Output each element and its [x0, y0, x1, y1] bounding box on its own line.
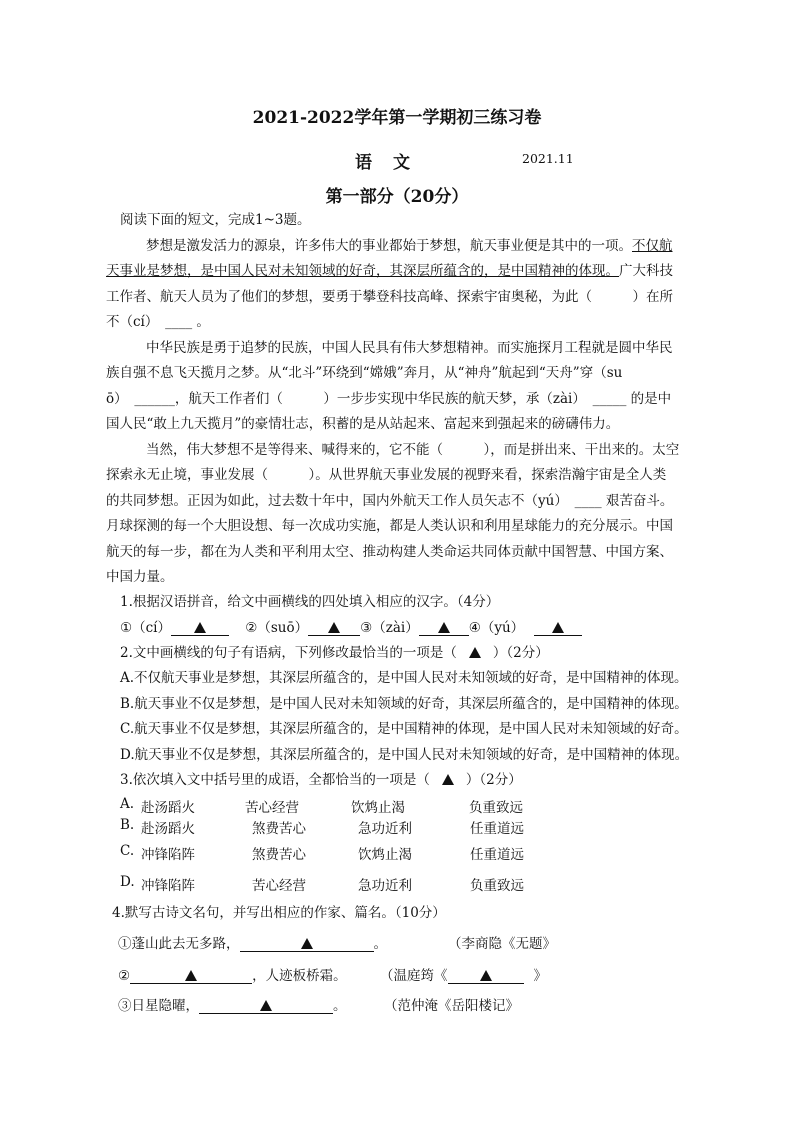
q3-option-word: 负重致远 [469, 800, 523, 816]
q3-option-word: 煞费苦心 [252, 847, 306, 863]
passage-line: 的共同梦想。正因为如此，过去数十年中，国内外航天工作人员矢志不（yú） ____ 艰苦奋斗。 [106, 493, 674, 509]
triangle-icon [552, 622, 564, 633]
poem-source-3: （范仲淹《岳阳楼记》 [384, 998, 519, 1014]
q3-option-word: 负重致远 [470, 878, 524, 894]
exam-title: 2021-2022学年第一学期初三练习卷 [252, 108, 542, 128]
passage-line: 族自强不息飞天揽月之梦。从“北斗”环绕到“嫦娥”奔月，从“神舟”航起到“天舟”穿（su [106, 365, 623, 381]
poem-text: 。 [333, 998, 347, 1014]
q3-option-word: 煞费苦心 [252, 821, 306, 837]
passage-line [146, 236, 673, 256]
q3-option-word: 饮鸩止渴 [358, 847, 412, 863]
poem-line-3 [118, 996, 347, 1016]
triangle-icon [442, 774, 454, 785]
passage-text: 梦想是激发活力的源泉，许多伟大的事业都始于梦想，航天事业便是其中的一项。 [146, 238, 632, 254]
q3-option-a-label: A. [120, 796, 135, 812]
poem-source-2 [380, 966, 547, 986]
q3-option-word: 赴汤蹈火 [141, 800, 195, 816]
option-d: D.航天事业不仅是梦想，其深层所蕴含的，是中国人民对未知领域的好奇，是中国精神的体现。 [120, 747, 689, 763]
passage-line: 工作者、航天人员为了他们的梦想，要勇于攀登科技高峰、探索宇宙奥秘，为此（ ）在所 [106, 289, 673, 305]
passage-line: 不（cí） ____ 。 [106, 314, 210, 330]
exam-date: 2021.11 [522, 151, 574, 166]
answer-blank[interactable] [308, 621, 360, 636]
q3-option-b-label: B. [120, 817, 135, 833]
poem-line-2 [118, 966, 347, 986]
answer-slot[interactable] [430, 770, 466, 790]
passage-line: 中国力量。 [106, 569, 174, 585]
poem-text: ③日星隐曜， [118, 998, 199, 1014]
passage-line: 国人民“敢上九天揽月”的豪情壮志，积蓄的是从站起来、富起来到强起来的磅礴伟力。 [106, 416, 620, 432]
answer-blank[interactable] [448, 969, 524, 984]
part-heading: 第一部分（20分） [325, 187, 469, 207]
stem-text: 2.文中画横线的句子有语病，下列修改最恰当的一项是（ [120, 645, 457, 661]
passage-line [106, 261, 673, 281]
blank-label: ②（suō） [245, 620, 309, 636]
blank-label: ③（zài） [360, 620, 419, 636]
answer-blank[interactable] [419, 621, 469, 636]
underlined-sentence: 天事业是梦想，是中国人民对未知领域的好奇，其深层所蕴含的，是中国精神的体现。 [106, 263, 619, 279]
question-3-stem [120, 770, 522, 790]
answer-blank[interactable] [240, 937, 374, 952]
blank-label: ①（cí） [120, 620, 171, 636]
triangle-icon [301, 938, 313, 949]
passage-line: 月球探测的每一个大胆设想、每一次成功实施，都是人类认识和利用星球能力的充分展示。中国 [106, 518, 673, 534]
underlined-sentence: 不仅航 [632, 238, 673, 254]
q3-option-word: 急功近利 [358, 878, 412, 894]
passage-line: 探索永无止境，事业发展（ ）。从世界航天事业发展的视野来看，探索浩瀚宇宙是全人类 [106, 467, 667, 483]
stem-text: 3.依次填入文中括号里的成语，全都恰当的一项是（ [120, 772, 430, 788]
blank-label: ④（yú） [468, 620, 525, 636]
passage-line: 当然，伟大梦想不是等得来、喊得来的，它不能（ ），而是拼出来、干出来的。太空 [146, 442, 680, 458]
q3-option-word: 任重道远 [470, 847, 524, 863]
triangle-icon [185, 970, 197, 981]
triangle-icon [438, 622, 450, 633]
triangle-icon [194, 622, 206, 633]
q3-option-word: 赴汤蹈火 [141, 821, 195, 837]
q3-option-word: 冲锋陷阵 [141, 878, 195, 894]
q3-option-word: 急功近利 [358, 821, 412, 837]
answer-blank[interactable] [171, 621, 229, 636]
passage-line: 中华民族是勇于追梦的民族，中国人民具有伟大梦想精神。而实施探月工程就是圆中华民 [146, 340, 673, 356]
q3-option-c-label: C. [120, 843, 135, 859]
q3-option-word: 苦心经营 [245, 800, 299, 816]
passage-line: 航天的每一步，都在为人类和平利用太空、推动构建人类命运共同体贡献中国智慧、中国方案、 [106, 544, 673, 560]
q3-option-word: 冲锋陷阵 [141, 847, 195, 863]
poem-source-1: （李商隐《无题》 [448, 936, 556, 952]
triangle-icon [260, 1000, 272, 1011]
poem-text: ①蓬山此去无多路， [118, 936, 240, 952]
passage-line: ō） ______，航天工作者们（ ）一步步实现中华民族的航天梦，承（zài） _____ 的是中 [106, 391, 672, 407]
passage-text: 广大科技 [619, 263, 673, 279]
question-1-blanks [120, 618, 582, 638]
triangle-icon [469, 647, 481, 658]
answer-blank[interactable] [199, 999, 333, 1014]
option-c: C.航天事业不仅是梦想，其深层所蕴含的，是中国精神的体现，是中国人民对未知领域的好奇。 [120, 721, 688, 737]
option-b: B.航天事业不仅是梦想，是中国人民对未知领域的好奇，其深层所蕴含的，是中国精神的体现。 [120, 696, 688, 712]
poem-text: 。 [373, 936, 387, 952]
triangle-icon [480, 970, 492, 981]
q3-option-word: 任重道远 [470, 821, 524, 837]
passage-intro: 阅读下面的短文，完成1~3题。 [120, 212, 311, 228]
answer-blank[interactable] [130, 969, 252, 984]
question-2-stem [120, 643, 549, 663]
source-text: 》 [533, 968, 547, 984]
source-text: （温庭筠《 [380, 968, 448, 984]
option-a: A.不仅航天事业是梦想，其深层所蕴含的，是中国人民对未知领域的好奇，是中国精神的体现。 [120, 670, 688, 686]
stem-text: ）（2分） [465, 772, 522, 788]
poem-text: ，人迹板桥霜。 [252, 968, 347, 984]
stem-text: ）（2分） [492, 645, 549, 661]
q3-option-word: 苦心经营 [252, 878, 306, 894]
poem-line-1 [118, 934, 387, 954]
answer-blank[interactable] [534, 621, 582, 636]
q3-option-d-label: D. [120, 874, 135, 890]
triangle-icon [328, 622, 340, 633]
question-4-stem: 4.默写古诗文名句，并写出相应的作家、篇名。（10分） [112, 905, 446, 921]
q3-option-word: 饮鸩止渴 [351, 800, 405, 816]
answer-slot[interactable] [457, 643, 493, 663]
question-1-stem: 1.根据汉语拼音，给文中画横线的四处填入相应的汉字。（4分） [120, 594, 500, 610]
subject-label: 语 文 [355, 153, 412, 173]
poem-text: ② [118, 968, 131, 984]
